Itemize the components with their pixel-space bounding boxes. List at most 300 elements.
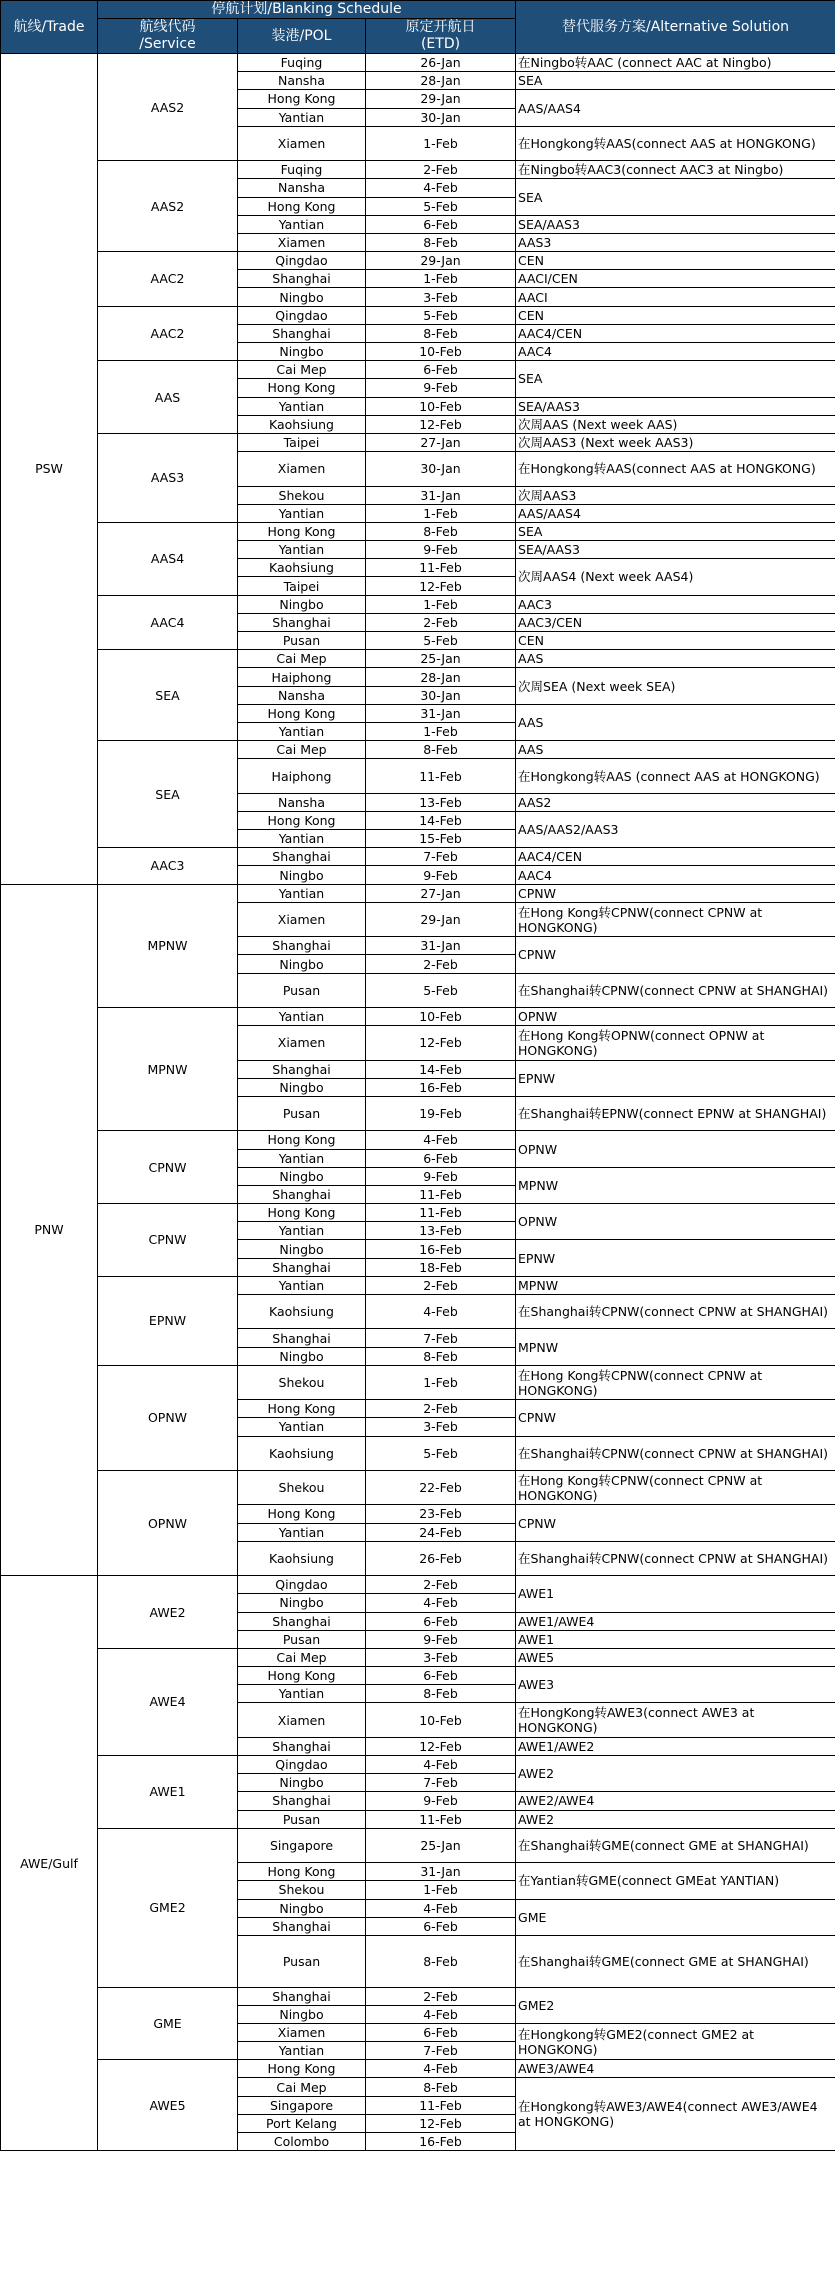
etd-cell: 29-Jan (366, 252, 516, 270)
etd-cell: 27-Jan (366, 884, 516, 902)
table-row (1, 1008, 835, 1026)
service-cell: AAS3 (98, 433, 238, 522)
etd-cell: 11-Feb (366, 759, 516, 793)
pol-cell: Ningbo (238, 1347, 366, 1365)
alternative-cell: 在Shanghai转GME(connect GME at SHANGHAI) (516, 1935, 835, 1987)
etd-cell: 10-Feb (366, 1703, 516, 1737)
pol-cell: Cai Mep (238, 741, 366, 759)
pol-cell: Ningbo (238, 866, 366, 884)
etd-cell: 5-Feb (366, 1436, 516, 1470)
etd-cell: 5-Feb (366, 632, 516, 650)
etd-cell: 7-Feb (366, 2042, 516, 2060)
etd-cell: 1-Feb (366, 1881, 516, 1899)
table-row (1, 1576, 835, 1594)
etd-cell: 1-Feb (366, 722, 516, 740)
alternative-cell: EPNW (516, 1240, 835, 1276)
pol-cell: Qingdao (238, 1576, 366, 1594)
pol-cell: Haiphong (238, 759, 366, 793)
etd-cell: 7-Feb (366, 1329, 516, 1347)
pol-cell: Pusan (238, 1096, 366, 1130)
pol-cell: Yantian (238, 108, 366, 126)
pol-cell: Kaohsiung (238, 1295, 366, 1329)
pol-cell: Yantian (238, 830, 366, 848)
pol-cell: Cai Mep (238, 650, 366, 668)
alternative-cell: 在Hong Kong转CPNW(connect CPNW at HONGKONG) (516, 1470, 835, 1504)
alternative-cell: AAS/AAS4 (516, 504, 835, 522)
pol-cell: Yantian (238, 1149, 366, 1167)
alternative-cell: AWE3/AWE4 (516, 2060, 835, 2078)
pol-cell: Fuqing (238, 54, 366, 72)
header-pol: 装港/POL (238, 19, 366, 54)
etd-cell: 2-Feb (366, 1400, 516, 1418)
header-alt: 替代服务方案/Alternative Solution (516, 1, 835, 54)
etd-cell: 6-Feb (366, 1149, 516, 1167)
table-row (1, 1987, 835, 2005)
alternative-cell: CPNW (516, 1505, 835, 1541)
etd-cell: 10-Feb (366, 397, 516, 415)
alternative-cell: AAS3 (516, 233, 835, 251)
pol-cell: Ningbo (238, 288, 366, 306)
etd-cell: 8-Feb (366, 1685, 516, 1703)
header-service: 航线代码 /Service (98, 19, 238, 54)
pol-cell: Nansha (238, 179, 366, 197)
service-cell: AAS2 (98, 54, 238, 161)
etd-cell: 28-Jan (366, 72, 516, 90)
pol-cell: Kaohsiung (238, 1436, 366, 1470)
pol-cell: Shekou (238, 1470, 366, 1504)
alternative-cell: MPNW (516, 1276, 835, 1294)
table-row (1, 1204, 835, 1222)
etd-cell: 3-Feb (366, 1418, 516, 1436)
etd-cell: 6-Feb (366, 1917, 516, 1935)
alternative-cell: 在Ningbo转AAC3(connect AAC3 at Ningbo) (516, 161, 835, 179)
service-cell: MPNW (98, 884, 238, 1007)
alternative-cell: OPNW (516, 1131, 835, 1167)
alternative-cell: AAC4/CEN (516, 848, 835, 866)
etd-cell: 29-Jan (366, 902, 516, 936)
etd-cell: 7-Feb (366, 1774, 516, 1792)
trade-cell: AWE/Gulf (1, 1576, 98, 2151)
alternative-cell: AWE1/AWE4 (516, 1612, 835, 1630)
etd-cell: 8-Feb (366, 324, 516, 342)
alternative-cell: AAC4/CEN (516, 324, 835, 342)
etd-cell: 8-Feb (366, 233, 516, 251)
pol-cell: Hong Kong (238, 1131, 366, 1149)
pol-cell: Shanghai (238, 613, 366, 631)
etd-cell: 16-Feb (366, 1078, 516, 1096)
service-cell: AWE4 (98, 1648, 238, 1755)
pol-cell: Ningbo (238, 1899, 366, 1917)
etd-cell: 2-Feb (366, 613, 516, 631)
alternative-cell: AACI/CEN (516, 270, 835, 288)
alternative-cell: 在Shanghai转CPNW(connect CPNW at SHANGHAI) (516, 973, 835, 1007)
pol-cell: Shanghai (238, 270, 366, 288)
pol-cell: Yantian (238, 504, 366, 522)
alternative-cell: AAC4 (516, 866, 835, 884)
etd-cell: 9-Feb (366, 866, 516, 884)
pol-cell: Yantian (238, 1685, 366, 1703)
pol-cell: Shanghai (238, 1792, 366, 1810)
etd-cell: 4-Feb (366, 1295, 516, 1329)
pol-cell: Shanghai (238, 848, 366, 866)
pol-cell: Xiamen (238, 233, 366, 251)
alternative-cell: AWE5 (516, 1648, 835, 1666)
pol-cell: Ningbo (238, 1078, 366, 1096)
pol-cell: Yantian (238, 2042, 366, 2060)
etd-cell: 9-Feb (366, 1167, 516, 1185)
pol-cell: Ningbo (238, 595, 366, 613)
service-cell: OPNW (98, 1470, 238, 1575)
table-row (1, 1131, 835, 1149)
etd-cell: 10-Feb (366, 1008, 516, 1026)
pol-cell: Yantian (238, 397, 366, 415)
pol-cell: Hong Kong (238, 811, 366, 829)
table-row (1, 741, 835, 759)
pol-cell: Yantian (238, 1418, 366, 1436)
alternative-cell: AWE2 (516, 1756, 835, 1792)
etd-cell: 6-Feb (366, 361, 516, 379)
table-row (1, 1828, 835, 1862)
pol-cell: Yantian (238, 884, 366, 902)
pol-cell: Hong Kong (238, 1505, 366, 1523)
alternative-cell: CEN (516, 252, 835, 270)
etd-cell: 22-Feb (366, 1470, 516, 1504)
etd-cell: 12-Feb (366, 1026, 516, 1060)
pol-cell: Shanghai (238, 1987, 366, 2005)
pol-cell: Hong Kong (238, 704, 366, 722)
etd-cell: 6-Feb (366, 2023, 516, 2041)
etd-cell: 23-Feb (366, 1505, 516, 1523)
etd-cell: 2-Feb (366, 955, 516, 973)
etd-cell: 2-Feb (366, 1276, 516, 1294)
etd-cell: 24-Feb (366, 1523, 516, 1541)
etd-cell: 18-Feb (366, 1258, 516, 1276)
pol-cell: Xiamen (238, 902, 366, 936)
etd-cell: 16-Feb (366, 2133, 516, 2151)
alternative-cell: CPNW (516, 937, 835, 973)
pol-cell: Ningbo (238, 1594, 366, 1612)
pol-cell: Shanghai (238, 1917, 366, 1935)
alternative-cell: 在HongKong转AWE3(connect AWE3 at HONGKONG) (516, 1703, 835, 1737)
alternative-cell: 在Hong Kong转CPNW(connect CPNW at HONGKONG) (516, 1365, 835, 1399)
alternative-cell: MPNW (516, 1329, 835, 1365)
etd-cell: 31-Jan (366, 486, 516, 504)
pol-cell: Nansha (238, 686, 366, 704)
service-cell: CPNW (98, 1131, 238, 1204)
service-cell: MPNW (98, 1008, 238, 1131)
alternative-cell: AAS (516, 704, 835, 740)
trade-cell: PNW (1, 884, 98, 1575)
pol-cell: Nansha (238, 72, 366, 90)
table-row (1, 1276, 835, 1294)
pol-cell: Qingdao (238, 252, 366, 270)
pol-cell: Shanghai (238, 324, 366, 342)
etd-cell: 16-Feb (366, 1240, 516, 1258)
service-cell: AAC4 (98, 595, 238, 650)
etd-cell: 9-Feb (366, 1630, 516, 1648)
etd-cell: 8-Feb (366, 2078, 516, 2096)
etd-cell: 4-Feb (366, 179, 516, 197)
alternative-cell: SEA (516, 72, 835, 90)
trade-cell: PSW (1, 54, 98, 885)
pol-cell: Fuqing (238, 161, 366, 179)
alternative-cell: SEA (516, 522, 835, 540)
etd-cell: 25-Jan (366, 650, 516, 668)
pol-cell: Port Kelang (238, 2114, 366, 2132)
table-row (1, 884, 835, 902)
alternative-cell: AWE3 (516, 1667, 835, 1703)
pol-cell: Yantian (238, 541, 366, 559)
table-row (1, 2060, 835, 2078)
pol-cell: Hong Kong (238, 197, 366, 215)
etd-cell: 19-Feb (366, 1096, 516, 1130)
etd-cell: 29-Jan (366, 90, 516, 108)
pol-cell: Pusan (238, 1810, 366, 1828)
etd-cell: 26-Feb (366, 1541, 516, 1575)
pol-cell: Hong Kong (238, 1400, 366, 1418)
etd-cell: 2-Feb (366, 1576, 516, 1594)
etd-cell: 26-Jan (366, 54, 516, 72)
pol-cell: Hong Kong (238, 1204, 366, 1222)
alternative-cell: AWE2 (516, 1810, 835, 1828)
table-row (1, 1756, 835, 1774)
pol-cell: Ningbo (238, 1240, 366, 1258)
etd-cell: 6-Feb (366, 1612, 516, 1630)
etd-cell: 8-Feb (366, 741, 516, 759)
alternative-cell: 在Shanghai转GME(connect GME at SHANGHAI) (516, 1828, 835, 1862)
alternative-cell: AWE1 (516, 1630, 835, 1648)
service-cell: AAS2 (98, 161, 238, 252)
etd-cell: 1-Feb (366, 595, 516, 613)
alternative-cell: OPNW (516, 1204, 835, 1240)
etd-cell: 1-Feb (366, 270, 516, 288)
alternative-cell: SEA/AAS3 (516, 215, 835, 233)
etd-cell: 11-Feb (366, 1810, 516, 1828)
pol-cell: Hong Kong (238, 1667, 366, 1685)
service-cell: AWE2 (98, 1576, 238, 1649)
service-cell: SEA (98, 741, 238, 848)
etd-cell: 31-Jan (366, 704, 516, 722)
pol-cell: Singapore (238, 1828, 366, 1862)
service-cell: AWE1 (98, 1756, 238, 1829)
alternative-cell: AWE2/AWE4 (516, 1792, 835, 1810)
etd-cell: 31-Jan (366, 1863, 516, 1881)
etd-cell: 12-Feb (366, 577, 516, 595)
alternative-cell: OPNW (516, 1008, 835, 1026)
etd-cell: 4-Feb (366, 2060, 516, 2078)
header-trade: 航线/Trade (1, 1, 98, 54)
alternative-cell: 在Yantian转GME(connect GMEat YANTIAN) (516, 1863, 835, 1899)
alternative-cell: 在Hong Kong转CPNW(connect CPNW at HONGKONG) (516, 902, 835, 936)
pol-cell: Ningbo (238, 1167, 366, 1185)
alternative-cell: AACI (516, 288, 835, 306)
alternative-cell: 在Shanghai转CPNW(connect CPNW at SHANGHAI) (516, 1295, 835, 1329)
pol-cell: Xiamen (238, 1026, 366, 1060)
service-cell: SEA (98, 650, 238, 741)
alternative-cell: 在Hongkong转GME2(connect GME2 at HONGKONG) (516, 2023, 835, 2059)
pol-cell: Shanghai (238, 1060, 366, 1078)
pol-cell: Yantian (238, 1222, 366, 1240)
etd-cell: 5-Feb (366, 306, 516, 324)
pol-cell: Ningbo (238, 343, 366, 361)
pol-cell: Shanghai (238, 1612, 366, 1630)
etd-cell: 5-Feb (366, 973, 516, 1007)
alternative-cell: CPNW (516, 1400, 835, 1436)
pol-cell: Cai Mep (238, 361, 366, 379)
etd-cell: 15-Feb (366, 830, 516, 848)
alternative-cell: AAC4 (516, 343, 835, 361)
etd-cell: 2-Feb (366, 1987, 516, 2005)
etd-cell: 6-Feb (366, 215, 516, 233)
alternative-cell: 次周AAS (Next week AAS) (516, 415, 835, 433)
alternative-cell: 在Hongkong转AAS(connect AAS at HONGKONG) (516, 452, 835, 486)
pol-cell: Hong Kong (238, 90, 366, 108)
etd-cell: 8-Feb (366, 1347, 516, 1365)
schedule-body (1, 54, 835, 2151)
header-etd: 原定开航日 (ETD) (366, 19, 516, 54)
alternative-cell: CPNW (516, 884, 835, 902)
etd-cell: 1-Feb (366, 504, 516, 522)
service-cell: AAS4 (98, 522, 238, 595)
pol-cell: Qingdao (238, 306, 366, 324)
alternative-cell: AWE1 (516, 1576, 835, 1612)
table-row (1, 306, 835, 324)
pol-cell: Shekou (238, 1365, 366, 1399)
table-row (1, 1365, 835, 1399)
etd-cell: 9-Feb (366, 541, 516, 559)
alternative-cell: 次周AAS4 (Next week AAS4) (516, 559, 835, 595)
pol-cell: Shekou (238, 1881, 366, 1899)
service-cell: EPNW (98, 1276, 238, 1365)
table-row (1, 595, 835, 613)
alternative-cell: AAS (516, 741, 835, 759)
pol-cell: Yantian (238, 215, 366, 233)
etd-cell: 9-Feb (366, 1792, 516, 1810)
table-row (1, 1648, 835, 1666)
pol-cell: Singapore (238, 2096, 366, 2114)
alternative-cell: CEN (516, 632, 835, 650)
alternative-cell: AAS2 (516, 793, 835, 811)
pol-cell: Hong Kong (238, 379, 366, 397)
etd-cell: 11-Feb (366, 1204, 516, 1222)
etd-cell: 14-Feb (366, 811, 516, 829)
pol-cell: Pusan (238, 632, 366, 650)
etd-cell: 7-Feb (366, 848, 516, 866)
alternative-cell: 在Shanghai转EPNW(connect EPNW at SHANGHAI) (516, 1096, 835, 1130)
alternative-cell: EPNW (516, 1060, 835, 1096)
pol-cell: Ningbo (238, 2005, 366, 2023)
alternative-cell: CEN (516, 306, 835, 324)
etd-cell: 8-Feb (366, 1935, 516, 1987)
pol-cell: Pusan (238, 1935, 366, 1987)
alternative-cell: 在Hongkong转AWE3/AWE4(connect AWE3/AWE4 at HONGKONG) (516, 2078, 835, 2151)
etd-cell: 30-Jan (366, 686, 516, 704)
pol-cell: Shanghai (238, 1258, 366, 1276)
table-row (1, 522, 835, 540)
etd-cell: 3-Feb (366, 1648, 516, 1666)
alternative-cell: AAS/AAS2/AAS3 (516, 811, 835, 847)
etd-cell: 27-Jan (366, 433, 516, 451)
pol-cell: Yantian (238, 722, 366, 740)
pol-cell: Shanghai (238, 937, 366, 955)
etd-cell: 13-Feb (366, 793, 516, 811)
pol-cell: Taipei (238, 433, 366, 451)
etd-cell: 11-Feb (366, 1185, 516, 1203)
etd-cell: 1-Feb (366, 126, 516, 160)
pol-cell: Hong Kong (238, 2060, 366, 2078)
etd-cell: 9-Feb (366, 379, 516, 397)
alternative-cell: 在Hongkong转AAS (connect AAS at HONGKONG) (516, 759, 835, 793)
table-row (1, 361, 835, 379)
alternative-cell: GME (516, 1899, 835, 1935)
etd-cell: 2-Feb (366, 161, 516, 179)
etd-cell: 4-Feb (366, 2005, 516, 2023)
etd-cell: 8-Feb (366, 522, 516, 540)
header-blank-schedule: 停航计划/Blanking Schedule (98, 1, 516, 19)
alternative-cell: SEA/AAS3 (516, 397, 835, 415)
alternative-cell: 在Hong Kong转OPNW(connect OPNW at HONGKONG) (516, 1026, 835, 1060)
etd-cell: 30-Jan (366, 452, 516, 486)
alternative-cell: 次周SEA (Next week SEA) (516, 668, 835, 704)
pol-cell: Kaohsiung (238, 559, 366, 577)
alternative-cell: SEA (516, 361, 835, 397)
alternative-cell: AWE1/AWE2 (516, 1737, 835, 1755)
etd-cell: 11-Feb (366, 559, 516, 577)
alternative-cell: AAS/AAS4 (516, 90, 835, 126)
alternative-cell: 在Hongkong转AAS(connect AAS at HONGKONG) (516, 126, 835, 160)
service-cell: CPNW (98, 1204, 238, 1277)
service-cell: GME (98, 1987, 238, 2060)
pol-cell: Shanghai (238, 1737, 366, 1755)
service-cell: AWE5 (98, 2060, 238, 2151)
pol-cell: Yantian (238, 1008, 366, 1026)
pol-cell: Xiamen (238, 126, 366, 160)
etd-cell: 4-Feb (366, 1131, 516, 1149)
pol-cell: Taipei (238, 577, 366, 595)
etd-cell: 4-Feb (366, 1756, 516, 1774)
pol-cell: Yantian (238, 1523, 366, 1541)
pol-cell: Shanghai (238, 1329, 366, 1347)
table-row (1, 54, 835, 72)
alternative-cell: SEA (516, 179, 835, 215)
etd-cell: 4-Feb (366, 1594, 516, 1612)
pol-cell: Ningbo (238, 955, 366, 973)
pol-cell: Kaohsiung (238, 415, 366, 433)
etd-cell: 1-Feb (366, 1365, 516, 1399)
pol-cell: Ningbo (238, 1774, 366, 1792)
etd-cell: 30-Jan (366, 108, 516, 126)
alternative-cell: AAC3/CEN (516, 613, 835, 631)
pol-cell: Yantian (238, 1276, 366, 1294)
pol-cell: Hong Kong (238, 1863, 366, 1881)
alternative-cell: MPNW (516, 1167, 835, 1203)
service-cell: AAC3 (98, 848, 238, 884)
alternative-cell: AAC3 (516, 595, 835, 613)
etd-cell: 13-Feb (366, 1222, 516, 1240)
etd-cell: 11-Feb (366, 2096, 516, 2114)
pol-cell: Xiamen (238, 2023, 366, 2041)
pol-cell: Xiamen (238, 1703, 366, 1737)
service-cell: OPNW (98, 1365, 238, 1470)
table-row (1, 650, 835, 668)
pol-cell: Qingdao (238, 1756, 366, 1774)
alternative-cell: 次周AAS3 (516, 486, 835, 504)
alternative-cell: 在Shanghai转CPNW(connect CPNW at SHANGHAI) (516, 1541, 835, 1575)
pol-cell: Pusan (238, 973, 366, 1007)
table-row (1, 161, 835, 179)
pol-cell: Haiphong (238, 668, 366, 686)
pol-cell: Cai Mep (238, 2078, 366, 2096)
